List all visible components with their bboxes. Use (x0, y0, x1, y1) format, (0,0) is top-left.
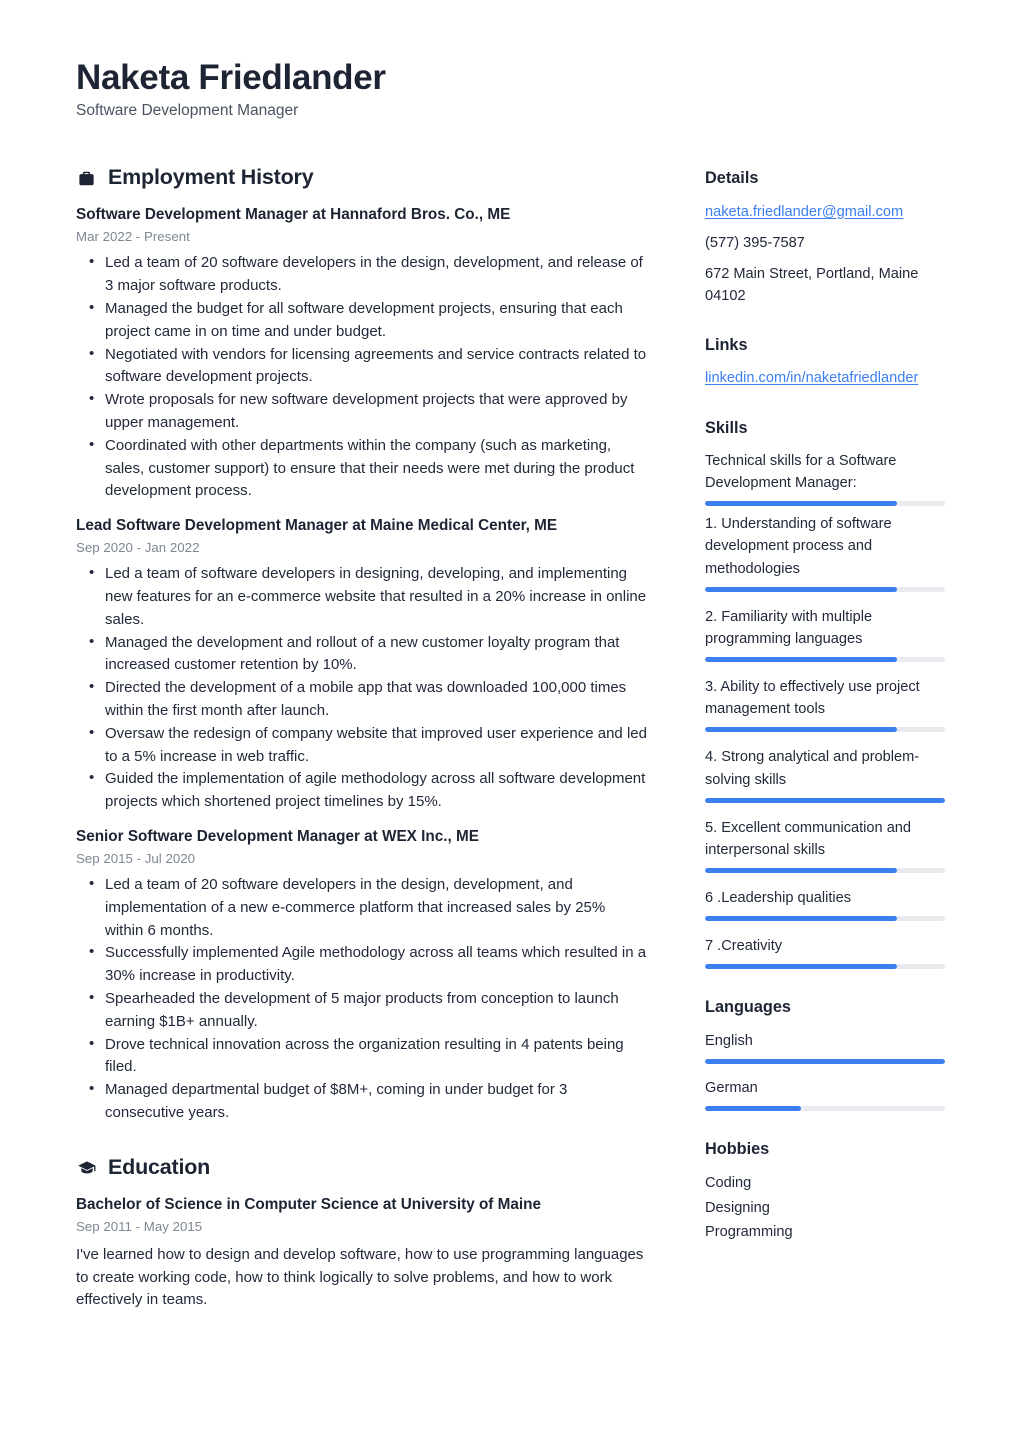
graduation-cap-icon (76, 1157, 97, 1178)
skill-level-bar (705, 964, 945, 969)
details-section (705, 168, 946, 307)
employment-entry-title: Lead Software Development Manager at Maine Medical Center, ME (76, 517, 558, 535)
language-level-bar (705, 1059, 945, 1064)
skill-item (705, 676, 946, 732)
skill-level-fill (705, 657, 897, 662)
skill-label: 1. Understanding of software development process and methodologies (705, 516, 892, 577)
hobby-item: Coding (705, 1175, 752, 1192)
skill-label: Technical skills for a Software Development Manager: (705, 452, 897, 491)
bullet-item: • Oversaw the redesign of company website that improved user experience and led to a 5% increase in web traffic. (76, 723, 647, 769)
details-title: Details (705, 169, 759, 188)
skill-label: 4. Strong analytical and problem-solving skills (705, 749, 920, 788)
employment-entry (76, 204, 647, 503)
skill-level-fill (705, 798, 945, 803)
languages-section (705, 997, 946, 1111)
employment-entry-bullets (76, 874, 647, 1125)
employment-entry-title: Software Development Manager at Hannaford Bros. Co., ME (76, 206, 511, 224)
employment-history-header (76, 165, 647, 191)
employment-history-title: Employment History (108, 165, 314, 190)
address-text: 672 Main Street, Portland, Maine 04102 (705, 265, 919, 305)
education-entry-title: Bachelor of Science in Computer Science at University of Maine (76, 1195, 541, 1213)
skill-label: 7 .Creativity (705, 938, 783, 955)
phone-text: (577) 395-7587 (705, 234, 805, 251)
candidate-name: Naketa Friedlander (76, 58, 386, 97)
skill-level-fill (705, 868, 897, 873)
employment-history-section (76, 165, 647, 1124)
language-item (705, 1030, 946, 1064)
main-column (76, 165, 647, 1314)
employment-entry-date: Sep 2020 - Jan 2022 (76, 540, 200, 556)
skill-label: 3. Ability to effectively use project management tools (705, 679, 920, 718)
bullet-item: • Coordinated with other departments within the company (such as marketing, sales, customer support) to ensure that their needs were met during the product development process. (76, 435, 647, 503)
employment-entry (76, 515, 647, 814)
bullet-item: • Led a team of software developers in designing, developing, and implementing new features for an e-commerce website that resulted in a 20% increase in online sales. (76, 563, 647, 631)
employment-entry-bullets (76, 563, 647, 814)
skill-level-bar (705, 798, 945, 803)
skills-section (705, 418, 946, 970)
hobbies-title: Hobbies (705, 1139, 770, 1158)
education-header (76, 1155, 647, 1181)
skill-item (705, 606, 946, 662)
bullet-item: • Led a team of 20 software developers in the design, development, and release of 3 major software products. (76, 252, 647, 298)
skill-level-bar (705, 657, 945, 662)
bullet-item: • Wrote proposals for new software development projects that were approved by upper management. (76, 389, 647, 435)
skill-label: 6 .Leadership qualities (705, 890, 852, 907)
language-level-fill (705, 1059, 945, 1064)
skill-level-fill (705, 501, 897, 506)
bullet-item: • Successfully implemented Agile methodology across all teams which resulted in a 30% increase in productivity. (76, 942, 647, 988)
hobbies-section (705, 1139, 946, 1245)
skill-level-fill (705, 727, 897, 732)
bullet-item: • Spearheaded the development of 5 major products from conception to launch earning $1B+ annually. (76, 988, 647, 1034)
links-title: Links (705, 336, 748, 355)
language-level-fill (705, 1106, 801, 1111)
employment-entry-bullets (76, 252, 647, 503)
links-section (705, 335, 946, 389)
hobby-item: Programming (705, 1224, 793, 1241)
skill-level-fill (705, 587, 897, 592)
employment-entry-title: Senior Software Development Manager at WEX Inc., ME (76, 827, 479, 845)
languages-title: Languages (705, 998, 791, 1017)
skill-level-bar (705, 501, 945, 506)
resume-header (76, 57, 962, 121)
sidebar-column (705, 165, 946, 1272)
briefcase-icon (76, 168, 97, 189)
linkedin-link[interactable]: linkedin.com/in/naketafriedlander (705, 370, 919, 387)
education-title: Education (108, 1154, 211, 1179)
skill-item (705, 817, 946, 873)
candidate-job-title: Software Development Manager (76, 102, 299, 120)
skill-level-bar (705, 727, 945, 732)
education-section (76, 1155, 647, 1312)
hobby-item: Designing (705, 1199, 770, 1216)
resume-columns (76, 165, 962, 1314)
bullet-item: • Managed the budget for all software development projects, ensuring that each project came in on time and under budget. (76, 298, 647, 344)
email-link[interactable]: naketa.friedlander@gmail.com (705, 203, 904, 220)
bullet-item: • Managed the development and rollout of a new customer loyalty program that increased customer retention by 10%. (76, 632, 647, 678)
skill-level-fill (705, 916, 897, 921)
skill-item (705, 887, 946, 921)
bullet-item: • Drove technical innovation across the organization resulting in 4 patents being filed. (76, 1034, 647, 1080)
skill-item (705, 450, 946, 506)
skill-label: 2. Familiarity with multiple programming languages (705, 608, 873, 647)
skill-item (705, 746, 946, 802)
bullet-item: • Negotiated with vendors for licensing agreements and service contracts related to software development projects. (76, 344, 647, 390)
language-item (705, 1077, 946, 1111)
bullet-item: • Managed departmental budget of $8M+, coming in under budget for 3 consecutive years. (76, 1079, 647, 1125)
language-label: German (705, 1079, 758, 1096)
education-entry (76, 1194, 647, 1313)
skill-level-bar (705, 868, 945, 873)
language-label: English (705, 1032, 753, 1049)
employment-entry-date: Sep 2015 - Jul 2020 (76, 851, 196, 867)
skills-title: Skills (705, 418, 748, 437)
bullet-item: • Directed the development of a mobile app that was downloaded 100,000 times within the first month after launch. (76, 677, 647, 723)
skill-level-bar (705, 916, 945, 921)
employment-entry-date: Mar 2022 - Present (76, 229, 190, 245)
employment-entry (76, 826, 647, 1125)
skill-item (705, 513, 946, 592)
skill-level-bar (705, 587, 945, 592)
bullet-item: • Led a team of 20 software developers in the design, development, and implementation of a new e-commerce platform that increased sales by 25% within 6 months. (76, 874, 647, 942)
skill-item (705, 935, 946, 969)
language-level-bar (705, 1106, 945, 1111)
skill-label: 5. Excellent communication and interpersonal skills (705, 819, 912, 858)
skill-level-fill (705, 964, 897, 969)
bullet-item: • Guided the implementation of agile methodology across all software development projects which shortened project timelines by 15%. (76, 768, 647, 814)
education-entry-date: Sep 2011 - May 2015 (76, 1218, 203, 1234)
education-entry-description: I've learned how to design and develop software, how to use programming languages to create working code, how to think logically to solve problems, and how to work effectively in teams. (76, 1245, 644, 1309)
